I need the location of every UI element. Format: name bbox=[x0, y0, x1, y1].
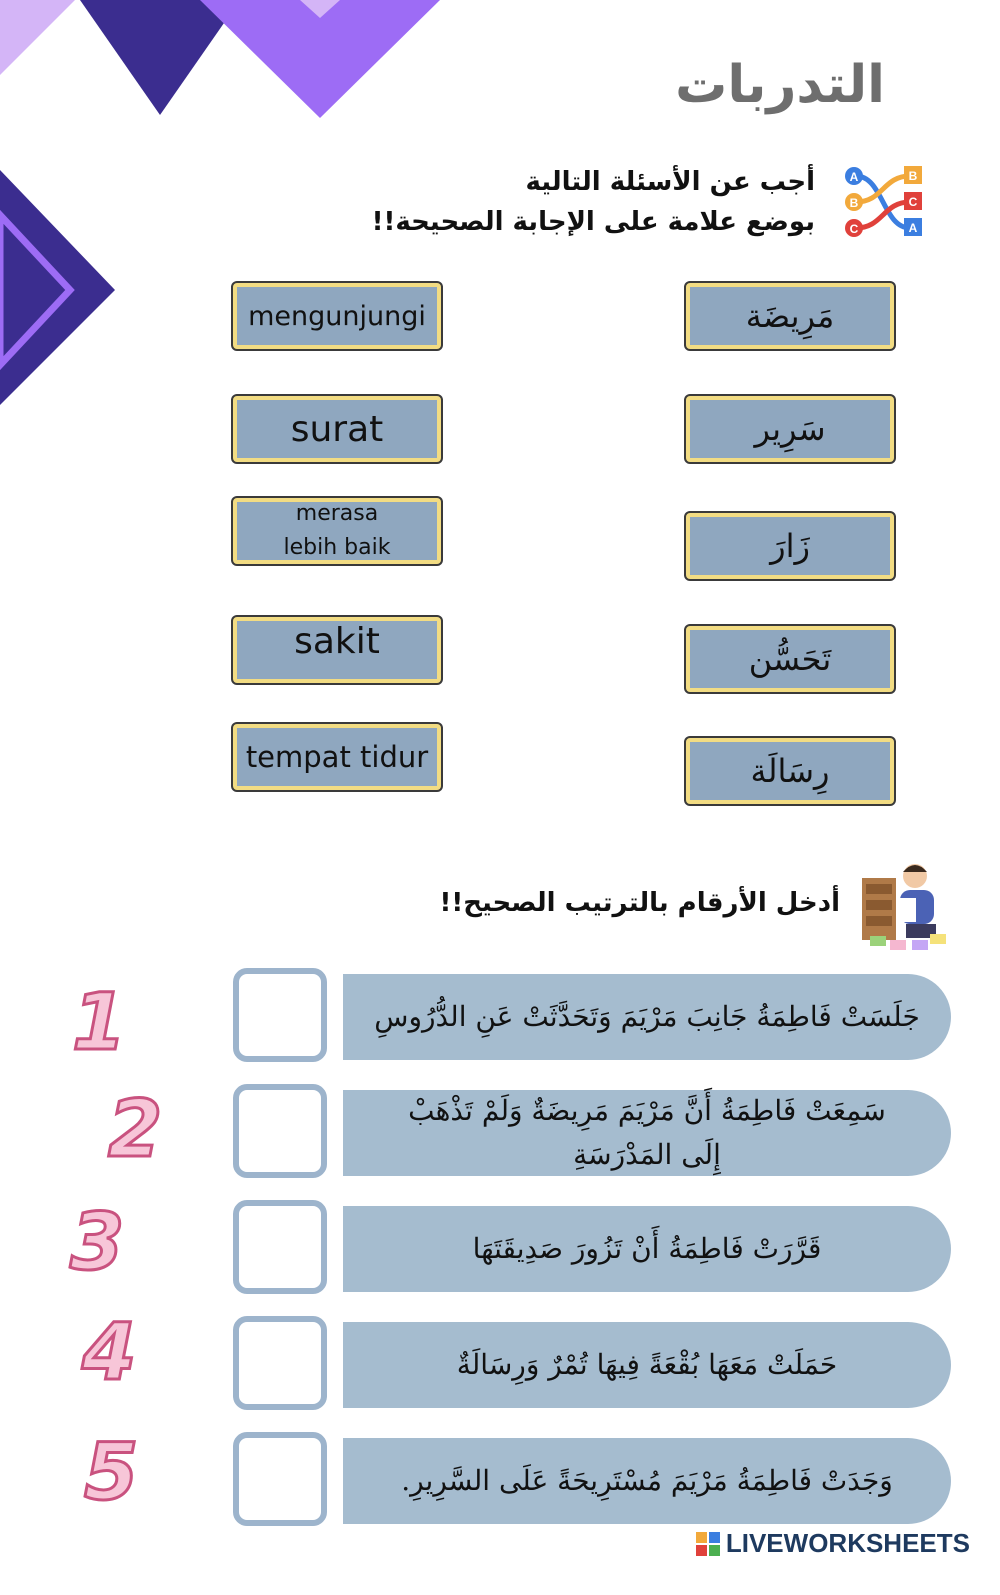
svg-text:B: B bbox=[908, 169, 918, 183]
svg-text:C: C bbox=[849, 222, 859, 236]
card-label: سَرِير bbox=[754, 410, 826, 448]
sentence-2: سَمِعَتْ فَاطِمَةُ أَنَّ مَرْيَمَ مَرِيضَةٌ وَلَمْ تَذْهَبْ إِلَى المَدْرَسَةِ bbox=[343, 1090, 951, 1176]
svg-text:C: C bbox=[908, 195, 918, 209]
card-label: مَرِيضَة bbox=[745, 297, 835, 335]
student-filing-icon bbox=[860, 858, 952, 952]
answer-box-5[interactable] bbox=[233, 1432, 327, 1526]
card-label: tempat tidur bbox=[245, 740, 429, 774]
svg-text:A: A bbox=[849, 170, 859, 184]
brand-text: LIVEWORKSHEETS bbox=[725, 1528, 970, 1558]
answer-box-2[interactable] bbox=[233, 1084, 327, 1178]
word-card-left-1[interactable] bbox=[233, 283, 441, 349]
instruction-order: أدخل الأرقام بالترتيب الصحيح!! bbox=[439, 888, 840, 918]
word-card-left-3[interactable] bbox=[233, 498, 441, 564]
answer-box-3[interactable] bbox=[233, 1200, 327, 1294]
word-card-right-4[interactable] bbox=[686, 626, 894, 692]
card-label: mengunjungi bbox=[248, 300, 426, 332]
word-card-left-2[interactable] bbox=[233, 396, 441, 462]
sentence-1: جَلَسَتْ فَاطِمَةُ جَانِبَ مَرْيَمَ وَتَحَدَّثَتْ عَنِ الدُّرُوسِ bbox=[343, 974, 951, 1060]
word-card-right-1[interactable] bbox=[686, 283, 894, 349]
sentence-4: حَمَلَتْ مَعَهَا بُقْعَةً فِيهَا تُمْرٌ وَرِسَالَةٌ bbox=[343, 1322, 951, 1408]
row-number-2: 2 bbox=[108, 1085, 163, 1175]
liveworksheets-logo bbox=[696, 1528, 970, 1559]
word-card-right-3[interactable] bbox=[686, 513, 894, 579]
word-card-left-5[interactable] bbox=[233, 724, 441, 790]
decor-arrow-dark bbox=[0, 170, 115, 405]
answer-box-1[interactable] bbox=[233, 968, 327, 1062]
card-label: زَارَ bbox=[770, 527, 810, 565]
matching-abc-icon bbox=[838, 160, 928, 244]
card-label: sakit bbox=[294, 621, 380, 662]
word-card-left-4[interactable] bbox=[233, 617, 441, 683]
decor-triangle-light bbox=[0, 0, 75, 75]
svg-text:A: A bbox=[908, 221, 918, 235]
card-label: merasa lebih baik bbox=[283, 501, 391, 560]
instruction-line-1: أجب عن الأسئلة التالية bbox=[525, 167, 815, 197]
card-label: رِسَالَة bbox=[750, 752, 830, 790]
instruction-line-2: بوضع علامة على الإجابة الصحيحة!! bbox=[371, 207, 815, 237]
row-number-1: 1 bbox=[72, 978, 127, 1068]
liveworksheets-logo-icon bbox=[696, 1532, 720, 1556]
row-number-3: 3 bbox=[70, 1198, 125, 1288]
word-card-right-2[interactable] bbox=[686, 396, 894, 462]
row-number-4: 4 bbox=[82, 1308, 137, 1398]
card-label: تَحَسُّن bbox=[748, 640, 832, 678]
row-number-5: 5 bbox=[84, 1428, 139, 1518]
decor-diamond-dark bbox=[80, 0, 240, 115]
word-card-right-5[interactable] bbox=[686, 738, 894, 804]
instruction-block-1 bbox=[372, 162, 815, 242]
svg-text:B: B bbox=[849, 196, 859, 210]
card-label: surat bbox=[290, 408, 384, 450]
answer-box-4[interactable] bbox=[233, 1316, 327, 1410]
sentence-3: قَرَّرَتْ فَاطِمَةُ أَنْ تَزُورَ صَدِيقَتَهَا bbox=[343, 1206, 951, 1292]
sentence-5: وَجَدَتْ فَاطِمَةُ مَرْيَمَ مُسْتَرِيحَةً عَلَى السَّرِيرِ. bbox=[343, 1438, 951, 1524]
page-title: التدربات bbox=[675, 55, 885, 115]
